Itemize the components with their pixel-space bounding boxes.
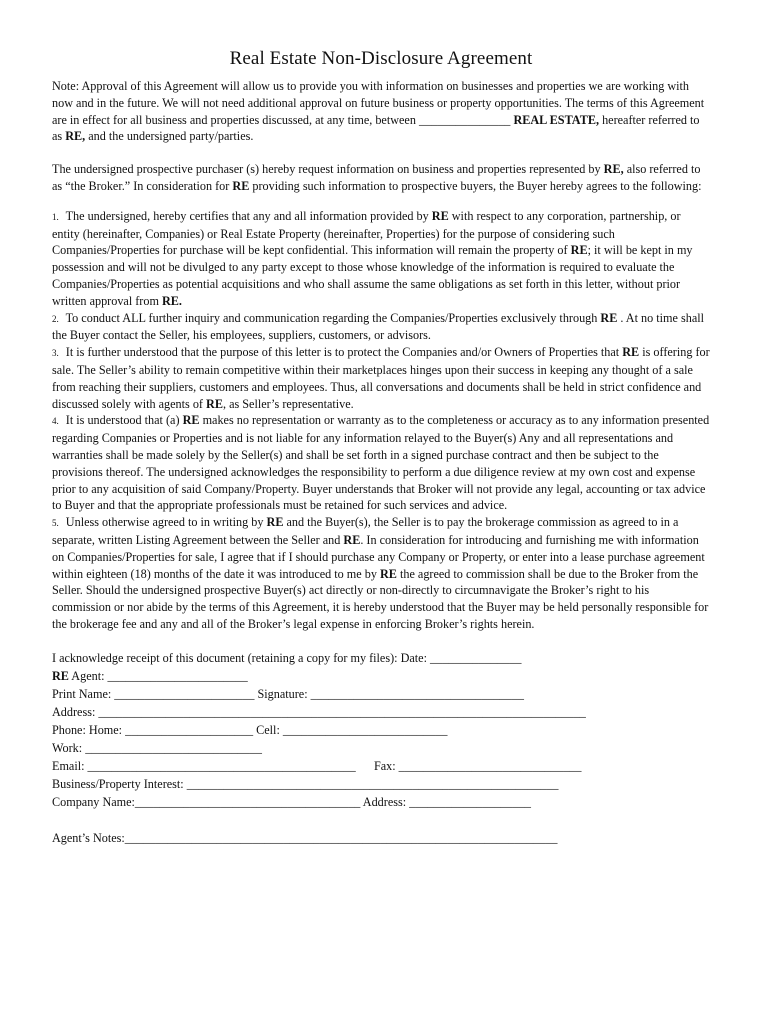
print-name-signature-field[interactable]: Print Name: _______________________ Signature: ___________________________________ <box>52 686 524 701</box>
document-title: Real Estate Non-Disclosure Agreement <box>229 48 533 69</box>
clause-4: 4. It is understood that (a) RE makes no representation or warranty as to the completeness or accuracy as to any information presented regarding Companies or Properties and is not liable for any information relayed to the Buyer(s) Any and all representations and warranties shall be made solely by the Seller(s) and shall be set forth in a signed purchase contract and then be subject to the provisions thereof. The undersigned acknowledges the responsibility to perform a due diligence review at my own cost and expense prior to any acquisition of said Company/Property. Buyer understands that Broker will not provide any legal, accounting or tax advice to Buyer and that the appropriate professionals must be retained for such services and advice. <box>52 413 710 513</box>
clause-3: 3. It is further understood that the purpose of this letter is to protect the Companies and/or Owners of Properties that RE is offering for sale. The Seller’s ability to remain competitive within their marketplaces hinges upon their success in keeping any thought of a sale from reaching their suppliers, customers and employees. Thus, all conversations and documents shall be held in strict confidence and discussed solely with agents of RE, as Seller’s representative. <box>52 345 710 411</box>
email-fax-field[interactable]: Email: ____________________________________________ Fax: ______________________________ <box>52 758 582 773</box>
clause-5: 5. Unless otherwise agreed to in writing by RE and the Buyer(s), the Seller is to pay the brokerage commission as agreed to in a separate, written Listing Agreement between the Seller and RE. In consideration for introducing and furnishing me with information on Companies/Properties for sale, I agree that if I should purchase any Company or Property, or enter into a lease purchase agreement within eighteen (18) months of the date it was introduced to me by RE the agreed to commission shall be due to the Broker from the Seller. Should the undersigned prospective Buyer(s) act directly or non-directly to circumnavigate the Broker’s right to his commission or nor abide by the terms of this Agreement, it is hereby understood that the Buyer may be held personally responsible for the brokerage fee and any and all of the Broker’s legal expense in enforcing Broker’s rights herein. <box>52 515 709 631</box>
phone-field[interactable]: Phone: Home: _____________________ Cell: ___________________________ <box>52 722 448 737</box>
agent-notes-field[interactable]: Agent’s Notes:_______________________________________________________________________ <box>52 830 558 845</box>
company-address-field[interactable]: Company Name:_____________________________________ Address: ____________________ <box>52 794 532 809</box>
clause-1: 1. The undersigned, hereby certifies that any and all information provided by RE with respect to any corporation, partnership, or entity (hereinafter, Companies) or Real Estate Property (hereinafter, Properties) for the purpose of considering such Companies/Properties for purchase will be kept confidential. This information will remain the property of RE; it will be kept in my possession and will not be divulged to any party except to those whose knowledge of the information is required to evaluate the Companies/Properties as potential acquisitions and who shall assume the same obligations as set forth in this letter, without prior written approval from RE. <box>52 208 693 308</box>
acknowledge-date-field[interactable]: I acknowledge receipt of this document (retaining a copy for my files): Date: _______________ <box>52 650 522 665</box>
intro-paragraph: The undersigned prospective purchaser (s) hereby request information on business and properties represented by RE, also referred to as “the Broker.” In consideration for RE providing such information to prospective buyers, the Buyer hereby agrees to the following: <box>52 162 702 193</box>
work-field[interactable]: Work: _____________________________ <box>52 740 262 755</box>
note-paragraph: Note: Approval of this Agreement will allow us to provide you with information on businesses and properties we are working with now and in the future. We will not need additional approval on future business or property opportunities. The terms of this Agreement are in effect for all business and properties discussed, at any time, between _______________ REAL ESTATE, hereafter referred to as RE, and the undersigned party/parties. <box>52 79 705 144</box>
business-interest-field[interactable]: Business/Property Interest: _____________________________________________________________ <box>52 776 559 791</box>
address-field[interactable]: Address: ________________________________________________________________________________ <box>52 704 586 719</box>
clause-2: 2. To conduct ALL further inquiry and communication regarding the Companies/Properties exclusively through RE . At no time shall the Buyer contact the Seller, his employees, suppliers, customers, or advisors. <box>52 310 705 343</box>
re-agent-field[interactable]: RE Agent: _______________________ <box>52 668 248 683</box>
